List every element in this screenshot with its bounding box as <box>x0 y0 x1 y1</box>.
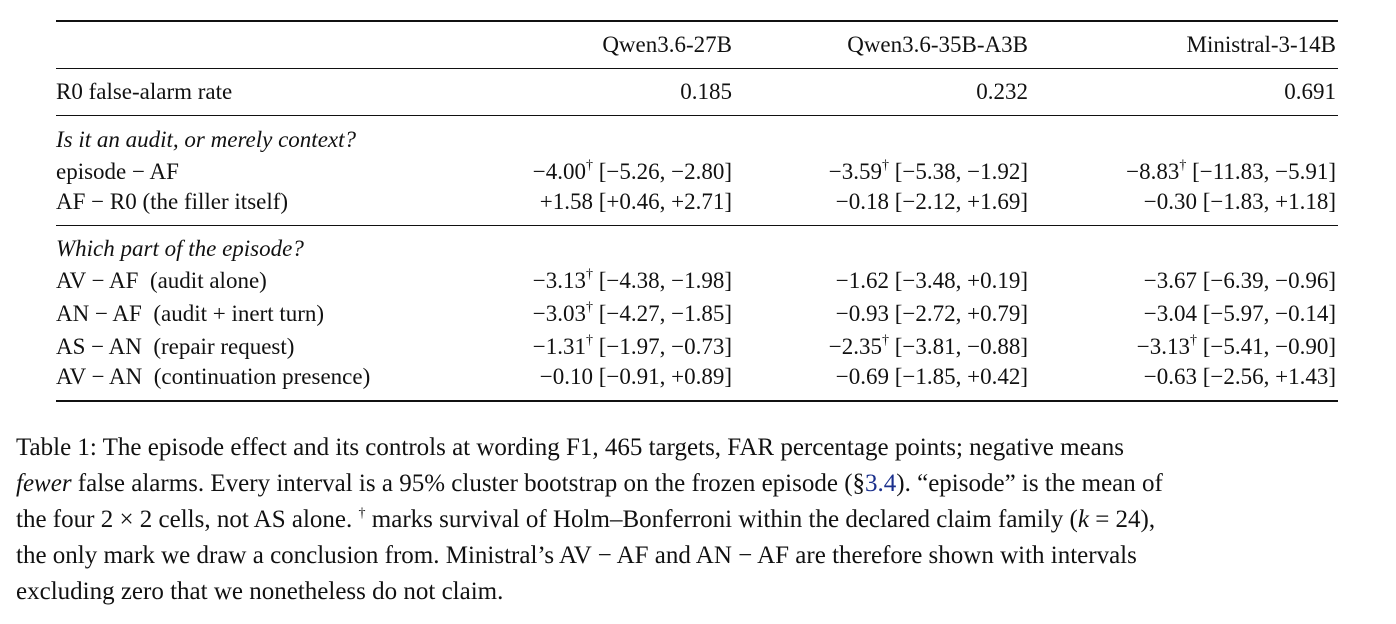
confidence-interval: [−3.48, +0.19] <box>894 268 1028 293</box>
dagger-mark: † <box>358 505 366 521</box>
confidence-interval: [−5.41, −0.90] <box>1202 334 1336 359</box>
estimate: −0.63 <box>1143 364 1197 389</box>
significance-mark: † <box>1179 158 1187 174</box>
section-heading-row <box>56 123 1338 157</box>
estimate-cell <box>1144 297 1336 331</box>
estimate-cell <box>836 264 1028 298</box>
column-header-ministral: Ministral-3-14B <box>1186 32 1336 57</box>
significance-mark: † <box>881 333 889 349</box>
confidence-interval: [−3.81, −0.88] <box>894 334 1028 359</box>
estimate-cell <box>829 155 1028 189</box>
significance-mark: † <box>585 300 593 316</box>
estimate: −3.13 <box>1136 334 1190 359</box>
math-variable: k <box>1077 506 1089 533</box>
estimate-cell <box>829 330 1028 364</box>
column-header-qwen-35b: Qwen3.6-35B-A3B <box>847 32 1028 57</box>
column-header-qwen-27b: Qwen3.6-27B <box>602 32 732 57</box>
header-rule <box>56 68 1338 69</box>
estimate-cell <box>533 330 732 364</box>
significance-mark: † <box>1189 333 1197 349</box>
row-label: AS − AN (repair request) <box>56 334 295 359</box>
caption-line: excluding zero that we nonetheless do not claim. <box>16 578 504 605</box>
table-row <box>56 155 1338 189</box>
estimate-cell <box>836 185 1028 219</box>
section-heading: Is it an audit, or merely context? <box>56 127 356 152</box>
caption-text: marks survival of Holm–Bonferroni within the declared claim family ( <box>365 506 1078 533</box>
estimate: −0.93 <box>835 301 889 326</box>
section-reference-link[interactable]: 3.4 <box>865 470 897 497</box>
table-row <box>56 264 1338 298</box>
caption-text: = 24), <box>1088 506 1156 533</box>
confidence-interval: [−1.97, −0.73] <box>598 334 732 359</box>
estimate-cell <box>1126 155 1336 189</box>
row-label: R0 false-alarm rate <box>56 79 233 104</box>
estimate-cell <box>1144 360 1336 394</box>
confidence-interval: [−2.56, +1.43] <box>1202 364 1336 389</box>
confidence-interval: [−0.91, +0.89] <box>598 364 732 389</box>
confidence-interval: [−5.38, −1.92] <box>894 159 1028 184</box>
header-row <box>56 28 1338 62</box>
caption-line: the only mark we draw a conclusion from. Ministral’s AV − AF and AN − AF are therefore shown with intervals <box>16 542 1137 569</box>
confidence-interval: [−5.26, −2.80] <box>598 159 732 184</box>
estimate-cell <box>836 297 1028 331</box>
confidence-interval: [−4.38, −1.98] <box>598 268 732 293</box>
estimate: −4.00 <box>532 159 586 184</box>
estimate: −3.03 <box>532 301 586 326</box>
estimate: −0.18 <box>835 189 889 214</box>
estimate: −0.10 <box>539 364 593 389</box>
estimate-cell <box>1144 264 1336 298</box>
estimate-cell <box>540 185 732 219</box>
significance-mark: † <box>881 158 889 174</box>
estimate: −1.31 <box>532 334 586 359</box>
table-caption <box>16 430 1380 610</box>
estimate: −0.69 <box>835 364 889 389</box>
estimate: −2.35 <box>828 334 882 359</box>
estimate-cell <box>1144 185 1336 219</box>
caption-text: ). “episode” is the mean of <box>896 470 1163 497</box>
significance-mark: † <box>585 158 593 174</box>
confidence-interval: [−2.72, +0.79] <box>894 301 1028 326</box>
section-rule <box>56 225 1338 226</box>
estimate: −3.67 <box>1143 268 1197 293</box>
estimate: −3.59 <box>828 159 882 184</box>
bottom-rule <box>56 400 1338 402</box>
confidence-interval: [−1.85, +0.42] <box>894 364 1028 389</box>
estimate-cell <box>1137 330 1336 364</box>
section-heading: Which part of the episode? <box>56 236 304 261</box>
estimate-cell <box>533 297 732 331</box>
estimate: +1.58 <box>539 189 593 214</box>
cell-value: 0.691 <box>1284 79 1336 104</box>
confidence-interval: [−11.83, −5.91] <box>1192 159 1336 184</box>
estimate: −1.62 <box>835 268 889 293</box>
row-label: AN − AF (audit + inert turn) <box>56 301 325 326</box>
estimate: −0.30 <box>1143 189 1197 214</box>
row-label: AF − R0 (the filler itself) <box>56 189 289 214</box>
confidence-interval: [+0.46, +2.71] <box>598 189 732 214</box>
cell-value: 0.185 <box>680 79 732 104</box>
table-row <box>56 185 1338 219</box>
row-label: AV − AN (continuation presence) <box>56 364 371 389</box>
confidence-interval: [−4.27, −1.85] <box>598 301 732 326</box>
caption-line <box>16 502 1380 538</box>
estimate: −3.13 <box>532 268 586 293</box>
significance-mark: † <box>585 333 593 349</box>
top-rule <box>56 20 1338 22</box>
section-rule <box>56 115 1338 116</box>
confidence-interval: [−5.97, −0.14] <box>1202 301 1336 326</box>
estimate: −8.83 <box>1126 159 1180 184</box>
table-row <box>56 330 1338 364</box>
significance-mark: † <box>585 267 593 283</box>
estimate-cell <box>533 264 732 298</box>
confidence-interval: [−6.39, −0.96] <box>1202 268 1336 293</box>
estimate-cell <box>533 155 732 189</box>
confidence-interval: [−2.12, +1.69] <box>894 189 1028 214</box>
cell-value: 0.232 <box>976 79 1028 104</box>
emphasis-text: fewer <box>16 470 72 497</box>
caption-text: false alarms. Every interval is a 95% cluster bootstrap on the frozen episode (§ <box>71 470 866 497</box>
estimate-cell <box>836 360 1028 394</box>
table-row <box>56 360 1338 394</box>
estimate: −3.04 <box>1143 301 1197 326</box>
section-heading-row <box>56 232 1338 266</box>
estimate-cell <box>540 360 732 394</box>
caption-line: Table 1: The episode effect and its controls at wording F1, 465 targets, FAR percentage points; negative means <box>16 434 1124 461</box>
r0-row <box>56 75 1338 109</box>
caption-line <box>16 466 1380 502</box>
table-row <box>56 297 1338 331</box>
row-label: AV − AF (audit alone) <box>56 268 267 293</box>
confidence-interval: [−1.83, +1.18] <box>1202 189 1336 214</box>
row-label: episode − AF <box>56 159 179 184</box>
caption-text: the four 2 × 2 cells, not AS alone. <box>16 506 359 533</box>
